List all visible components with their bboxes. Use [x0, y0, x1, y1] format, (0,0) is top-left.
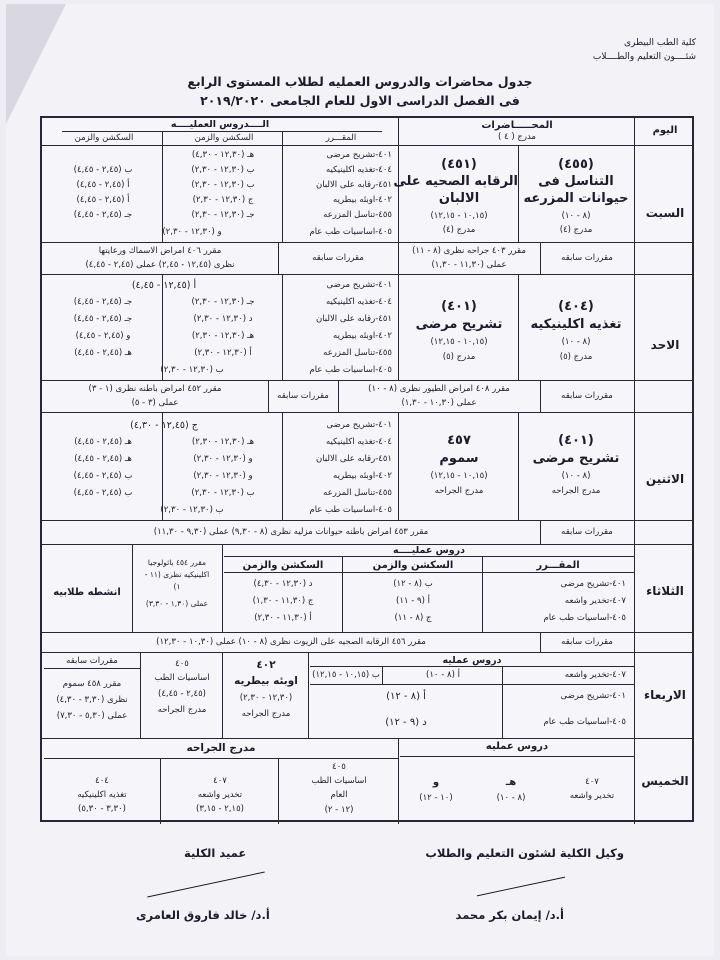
vice-dean-signature: [477, 877, 565, 897]
saturday-prev-label: مقررات سابقه: [561, 253, 613, 263]
thursday-hall-title: مدرج الجراحه: [186, 742, 256, 754]
day-saturday: السبت: [645, 206, 685, 220]
sunday-prev-label: مقررات سابقه: [561, 391, 613, 401]
tuesday-activities: انشطه طلابيه: [53, 587, 121, 598]
tuesday-course-hdr: المقـــرر: [536, 560, 580, 571]
col-hall: مدرج ( ٤ ): [498, 132, 536, 142]
wednesday-practical-title: دروس عمليه: [442, 655, 502, 666]
col-course: المقـــرر: [325, 133, 357, 143]
document-page: [6, 4, 714, 956]
sunday-prev-a2: عملى (١٠,٣٠ - ١,٣٠): [401, 398, 477, 408]
day-thursday: الخميس: [641, 774, 689, 788]
col-section: السكشن والزمن: [194, 133, 254, 143]
monday-prev: مقرر ٤٥٣ امراض باطنه حيوانات مزليه نظرى (٨ - ٩,٣٠) عملى (٩,٣٠ - ١١,٣٠): [153, 527, 429, 537]
col-section-2: السكشن والزمن: [74, 133, 134, 143]
sunday-prev-b1: مقرر ٤٥٢ امراض باطنه نظرى (١ - ٣): [88, 384, 222, 394]
col-day: اليوم: [652, 125, 678, 136]
day-monday: الاثنين: [645, 472, 685, 486]
sunday-prev-a1: مقرر ٤٠٨ امراض الطيور نظرى (٨ - ١٠): [368, 384, 510, 394]
page-title: جدول محاضرات والدروس العمليه لطلاب المستوى الرابع: [187, 74, 533, 89]
tuesday-prev-label: مقررات سابقه: [561, 637, 613, 647]
monday-prev-label: مقررات سابقه: [561, 527, 613, 537]
vice-dean-title: وكيل الكلية لشئون التعليم والطلاب: [425, 846, 624, 860]
col-practical: الــــدروس العمليــــه: [170, 119, 270, 130]
saturday-prev-a1: مقرر ٤٠٣ جراحه نظرى (٨ - ١١): [412, 246, 526, 256]
schedule-table: اليوم المحـــــاضرات مدرج ( ٤ ) الــــدروس العمليــــه المقـــرر السكشن والزمن السكشن والزمن السبت (٤٥٥) التناسل فى حيوانات المزرعه (٨ - ١٠) مدرج (٤) (٤٥١) الرقابه الصحيه على الالبان (١٠,١٥ - ١٢,١٥) مدرج (٤) ٤٠١-تشريح مرضى ٤٠٤-تغذيه اكلينيكيه ٤٥١-رقابه على الالبان ٤٠٢-اوبئه بيطريه ٤٥٥-تناسل المزرعه ٤٠٥-اساسيات طب عام هـ (١٢,٣٠ - ٤,٣٠) ب (١٢,٣٠ - ٢,٣٠) ب (١٢,٣٠ - ٢,٣٠) ج (١٢,٣٠ - ٢,٣٠) جـ (١٢,٣٠ - ٢,٣٠) و (١٢,٣٠ - ٢,٣٠) ب (٢,٤٥ - ٤,٤٥) أ (٢,٤٥ - ٤,٤٥) أ (٢,٤٥ - ٤,٤٥) جـ (٢,٤٥ - ٤,٤٥) مقررات سابقه مقرر ٤٠٣ جراحه نظرى (٨ - ١١) عملى (١١,٣٠ - ١,٣٠) مقررات سابقه مقرر ٤٠٦ امراض الاسماك ورعايتها نظرى (١٢,٤٥ - ٢,٤٥) عملى (٢,٤٥ - ٤,٤٥) الاحد (٤٠٤) تغذيه اكلينيكيه (٨ - ١٠) مدرج (٥) (٤٠١) تشريح مرضى (١٠,١٥ - ١٢,١٥) مدرج (٥) ٤٠١-تشريح مرضى ٤٠٤-تغذيه اكلينيكيه ٤٥١-رقابه على الالبان ٤٠٢-اوبئه بيطريه ٤٥٥-تناسل المزرعه ٤٠٥-اساسيات طب عام أ (١٢,٤٥ - ٤,٤٥) جـ (١٢,٣٠ - ٢,٣٠) د (١٢,٣٠ - ٢,٣٠) هـ (١٢,٣٠ - ٢,٣٠) أ (١٢,٣٠ - ٢,٣٠) ب (١٢,٣٠ - ٢,٣٠) جـ (٢,٤٥ - ٤,٤٥) جـ (٢,٤٥ - ٤,٤٥) و (٢,٤٥ - ٤,٤٥) هـ (٢,٤٥ - ٤,٤٥) مقررات سابقه مقرر ٤٠٨ امراض الطيور نظرى (٨ - ١٠) عملى (١٠,٣٠ - ١,٣٠) مقررات سابقه مقرر ٤٥٢ امراض باطنه نظرى (١ - ٣) عملى (٣ - ٥) الاثنين (٤٠١) تشريح مرضى (٨ - ١٠) مدرج الجراحه ٤٥٧ سموم (١٠,١٥ - ١٢,١٥) مدرج الجراحه ٤٠١-تشريح مرضى ٤٠٤-تغذيه اكلينيكيه ٤٥١-رقابه على الالبان ٤٠٢-اوبئه بيطريه ٤٥٥-تناسل المزرعه ٤٠٥-اساسيات طب عام ج (١٢,٤٥ - ٤,٣٠) هـ (١٢,٣٠ - ٢,٣٠) و (١٢,٣٠ - ٢,٣٠) و (١٢,٣٠ - ٢,٣٠) ب (١٢,٣٠ - ٢,٣٠) ب (١٢,٣٠ - ٢,٣٠) هـ (٢,٤٥ - ٤,٤٥) هـ (٢,٤٥ - ٤,٤٥) ب (٢,٤٥ - ٤,٤٥) ب (٢,٤٥ - ٤,٤٥) مقررات سابقه مقرر ٤٥٣ امراض باطنه حيوانات مزليه نظرى (٨ - ٩,٣٠) عملى (٩,٣٠ - ١١,٣٠) الثلاثاء دروس عمليــــه المقـــرر السكشن والزمن السكشن والزمن ٤٠١-تشريح مرضى ٤٠٧-تخدير واشعه ٤٠٥-اساسيات طب عام ب (٨ - ١٢) أ (٩ - ١١) ج (٨ - ١١) د (١٢,٣٠ - ٤,٣٠) ج (١١,٣٠ - ١,٣٠) أ (١١,٣٠ - ٢,٣٠) مقرر ٤٥٤ باثولوجيا اكلينيكيه نظرى (١١ - ١) عملى (١,٣٠ - ٣,٣٠) انشطه طلابيه مقررات سابقه مقرر ٤٥٦ الرقابه الصحيه على الزيوت نظرى (٨ - ١٠) عملى (١٠,٣٠ - ١٢,٣٠) الاربعاء دروس عمليه ٤٠٧-تخدير واشعه ٤٠١-تشريح مرضى ٤٠٥-اساسيات طب عام أ (٨ - ١٠) أ (٨ - ١٢) د (٩ - ١٢) ب (١٠,١٥ - ١٢,١٥) ٤٠٢ اوبئه بيطريه (١٢,٣٠ - ٢,٣٠) مدرج الجراحه ٤٠٥ اساسيات الطب (٢,٤٥ - ٤,٤٥) مدرج الجراحه مقررات سابقه مقرر ٤٥٨ سموم نظرى (٣,٣٠ - ٤,٣٠) عملى (٥,٣٠ - ٧,٣٠) الخميس دروس عمليه ٤٠٧ تخدير واشعه هـ (٨ - ١٠) و (١٠ - ١٢) مدرج الجراحه ٤٠٥ اساسيات الطب العام (١٢ - ٢) ٤٠٧ تخدير واشعه (٢,١٥ - ٣,١٥) ٤٠٤ تغذيه اكلينيكيه (٣,٣٠ - ٥,٣٠): [40, 116, 694, 822]
vice-dean-name: أ.د/ إيمان بكر محمد: [455, 908, 564, 922]
dean-title: عميد الكلية: [184, 846, 247, 860]
sunday-prev-label-2: مقررات سابقه: [277, 391, 329, 401]
day-wednesday: الاربعاء: [644, 688, 686, 702]
tuesday-sec-hdr-2: السكشن والزمن: [242, 560, 324, 571]
col-lectures: المحـــــاضرات: [481, 120, 553, 131]
day-tuesday: الثلاثاء: [646, 584, 684, 598]
tuesday-prev: مقرر ٤٥٦ الرقابه الصحيه على الزيوت نظرى (٨ - ١٠) عملى (١٠,٣٠ - ١٢,٣٠): [156, 637, 426, 647]
saturday-prev-b1: مقرر ٤٠٦ امراض الاسماك ورعايتها: [98, 246, 222, 256]
sunday-prev-b2: عملى (٣ - ٥): [131, 398, 179, 408]
dean-signature: [147, 872, 265, 898]
college-name: كلية الطب البيطرى: [623, 38, 696, 48]
tuesday-practical-title: دروس عمليــــه: [392, 545, 466, 556]
saturday-prev-a2: عملى (١١,٣٠ - ١,٣٠): [431, 260, 507, 270]
saturday-prev-b2: نظرى (١٢,٤٥ - ٢,٤٥) عملى (٢,٤٥ - ٤,٤٥): [85, 260, 235, 270]
thursday-practical-title: دروس عمليه: [485, 741, 549, 752]
tuesday-sec-hdr: السكشن والزمن: [372, 560, 454, 571]
day-sunday: الاحد: [650, 338, 680, 352]
office-name: شئــــون التعليم والطــــلاب: [592, 52, 696, 62]
saturday-prev-label-2: مقررات سابقه: [312, 253, 364, 263]
page-subtitle: فى الفصل الدراسى الاول للعام الجامعى ٢٠١٩/٢٠٢٠: [200, 93, 520, 108]
wednesday-prev-label: مقررات سابقه: [66, 656, 118, 666]
dean-name: أ.د/ خالد فاروق العامرى: [136, 908, 270, 922]
